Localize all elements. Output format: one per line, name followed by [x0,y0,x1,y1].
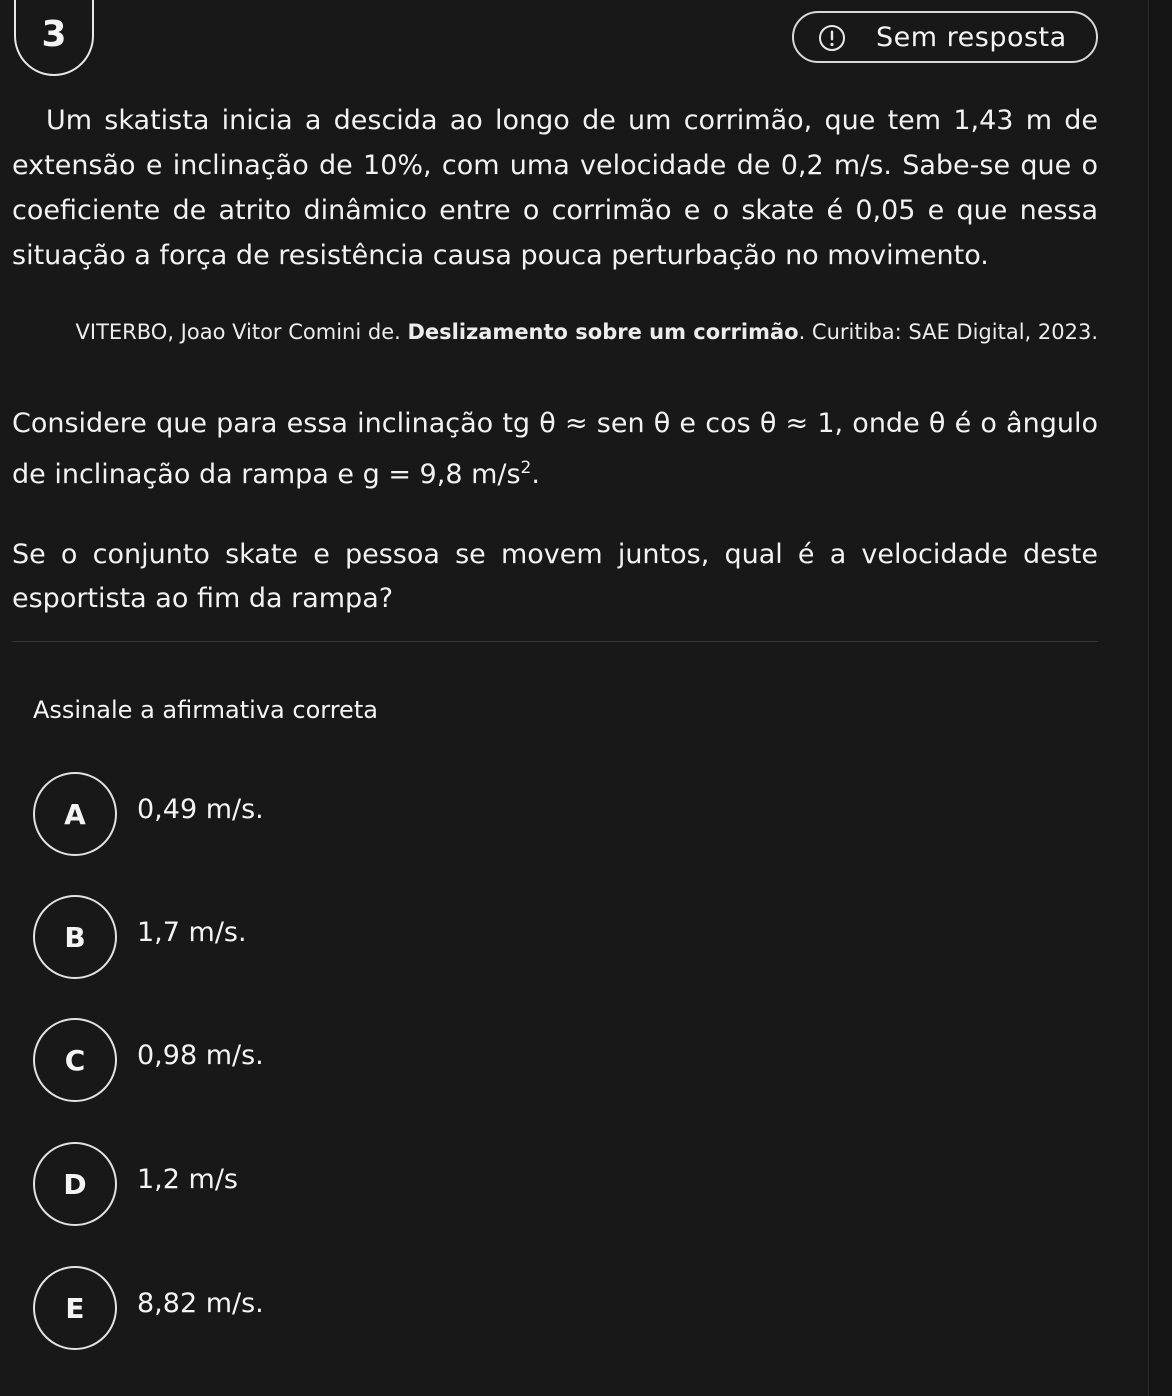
option-letter[interactable]: C [33,1018,117,1102]
option-letter[interactable]: D [33,1142,117,1226]
option-text[interactable]: 0,98 m/s. [137,1040,264,1071]
scrollbar-track[interactable] [1148,0,1172,1396]
option-text[interactable]: 8,82 m/s. [137,1288,264,1319]
option-text[interactable]: 1,7 m/s. [137,917,247,948]
status-label: Sem resposta [876,22,1067,53]
instruction-label: Assinale a afirmativa correta [33,696,378,724]
option-text[interactable]: 1,2 m/s [137,1164,238,1195]
source-suffix: . Curitiba: SAE Digital, 2023. [798,320,1098,344]
exclamation-circle-icon [818,24,846,52]
gravity-formula: g = 9,8 $m/s^2$ [362,458,532,490]
option-b[interactable] [33,895,733,979]
option-e[interactable] [33,1266,733,1350]
option-text[interactable]: 0,49 m/s. [137,794,264,825]
option-letter[interactable]: E [33,1266,117,1350]
divider [12,641,1098,642]
consider-body: Considere que para essa inclinação tg θ ≈ sen θ e cos θ ≈ 1, onde θ é o ângulo de inclinação da rampa e [12,408,1098,490]
question-statement: Um skatista inicia a descida ao longo de um corrimão, que tem 1,43 m de extensão e inclinação de 10%, com uma velocidade de 0,2 m/s. Sabe-se que o coeficiente de atrito dinâmico entre o corrimão e o skate é 0,05 e que nessa situação a força de resistência causa pouca perturbação no movimento. [12,105,1098,271]
option-c[interactable] [33,1018,733,1102]
source-title: Deslizamento sobre um corrimão [407,320,799,344]
gravity-exponent: 2 [520,458,532,478]
status-badge [792,11,1098,63]
option-letter[interactable]: B [33,895,117,979]
option-d[interactable] [33,1142,733,1226]
consider-text: Considere que para essa inclinação tg θ ≈ sen θ e cos θ ≈ 1, onde θ é o ângulo de inclinação da rampa e g = 9,8 $m/s^2$. [12,408,1098,490]
option-letter[interactable]: A [33,772,117,856]
question-prompt: Se o conjunto skate e pessoa se movem juntos, qual é a velocidade deste esportista ao fim da rampa? [12,539,1098,614]
option-a[interactable] [33,772,733,856]
source-prefix: VITERBO, Joao Vitor Comini de. [75,320,408,344]
question-number: 3 [14,0,94,76]
source-citation [12,320,1098,344]
